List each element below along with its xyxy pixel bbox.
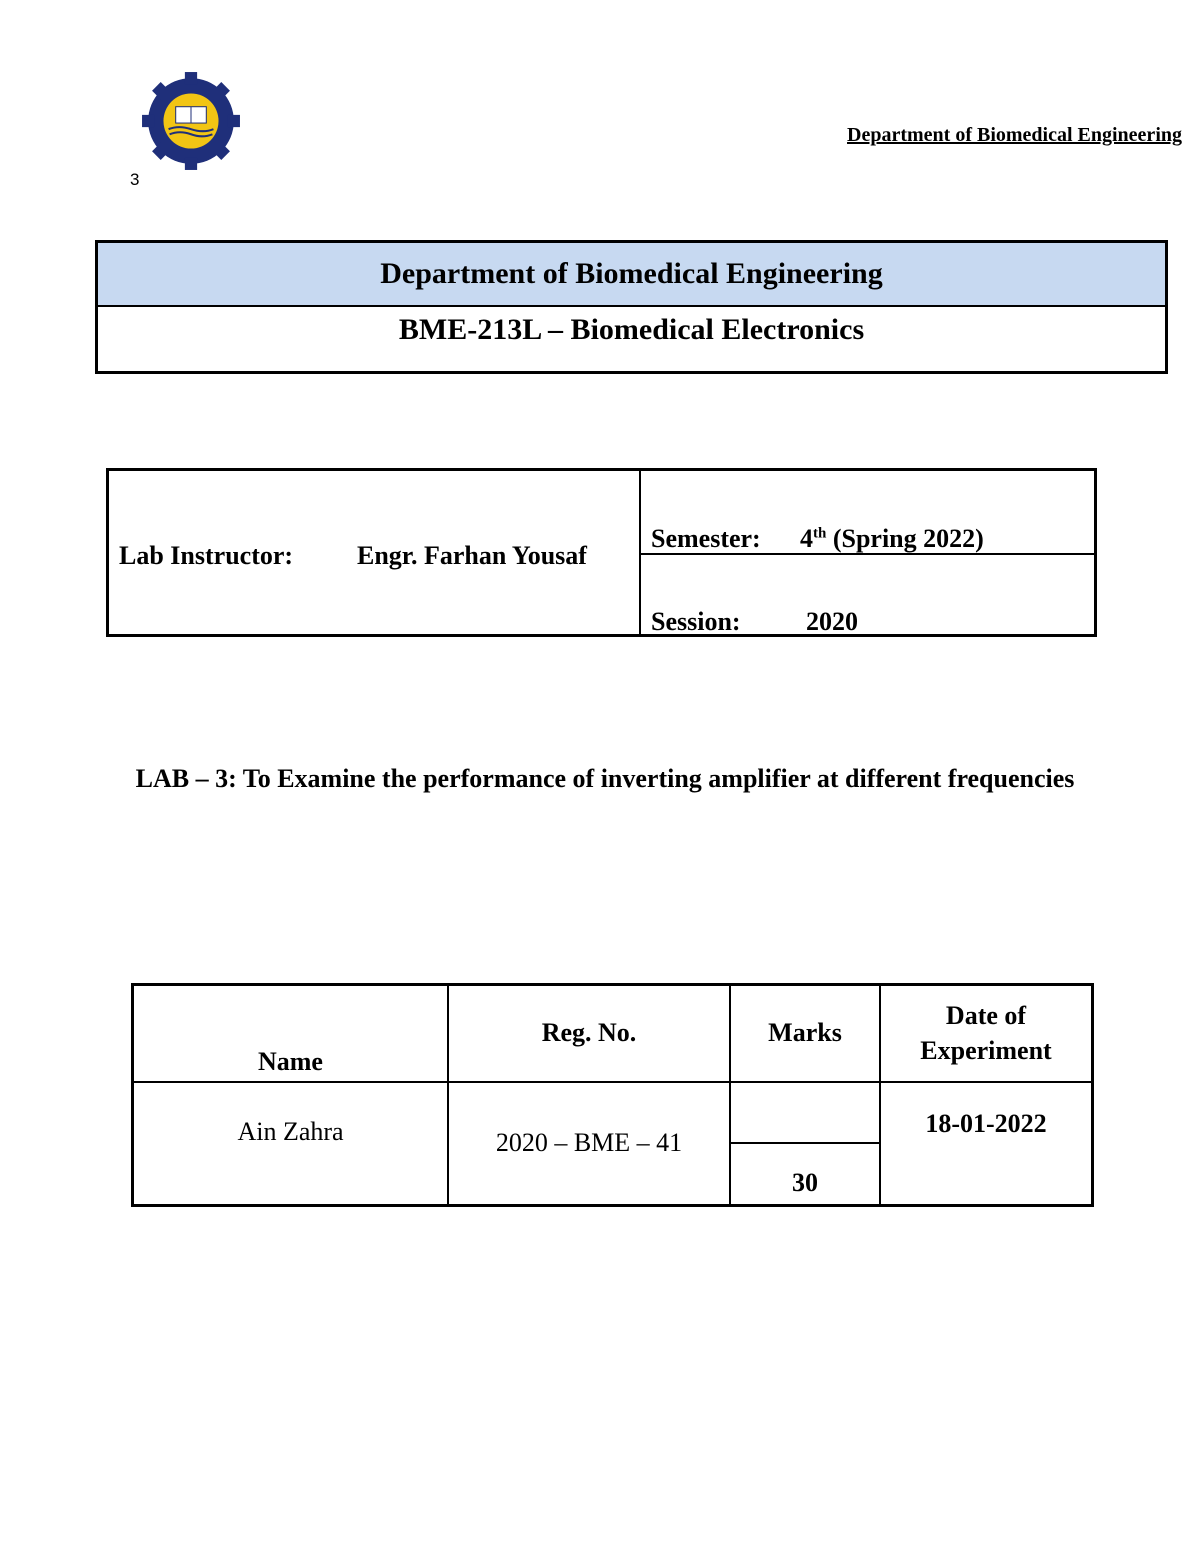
semester-cell <box>641 471 1094 555</box>
table-header-row <box>133 985 1093 1082</box>
instructor-table <box>106 468 1097 637</box>
header-name: Name <box>133 985 449 1082</box>
instructor-name: Engr. Farhan Yousaf <box>357 541 587 570</box>
title-box <box>95 240 1168 374</box>
semester-value <box>800 524 984 554</box>
marks-cell <box>730 1082 880 1206</box>
header-department: Department of Biomedical Engineering <box>847 124 1182 146</box>
marks-total: 30 <box>792 1167 818 1197</box>
course-title: BME-213L – Biomedical Electronics <box>398 313 865 346</box>
instructor-cell <box>109 471 641 634</box>
header-date: Date of Experiment <box>880 985 1093 1082</box>
session-cell <box>641 555 1094 634</box>
semester-label: Semester: <box>651 524 761 553</box>
table-row <box>133 1082 1093 1206</box>
session-value: 2020 <box>806 607 858 636</box>
lab-title: LAB – 3: To Examine the performance of inverting amplifier at different frequencies <box>135 764 1075 793</box>
page-number: 3 <box>130 170 140 189</box>
semester-term: (Spring 2022) <box>832 524 984 553</box>
semester-number: 4 <box>800 524 813 553</box>
student-reg-no: 2020 – BME – 41 <box>448 1082 730 1206</box>
student-table <box>131 983 1094 1207</box>
header-reg-no: Reg. No. <box>448 985 730 1082</box>
semester-suffix: th <box>813 525 827 542</box>
marks-obtained <box>731 1083 879 1144</box>
university-logo <box>140 70 242 172</box>
header-marks: Marks <box>730 985 880 1082</box>
experiment-date: 18-01-2022 <box>880 1082 1093 1206</box>
instructor-label: Lab Instructor: <box>119 541 294 570</box>
session-label: Session: <box>651 607 741 636</box>
department-title: Department of Biomedical Engineering <box>98 243 1165 307</box>
student-name: Ain Zahra <box>133 1082 449 1206</box>
